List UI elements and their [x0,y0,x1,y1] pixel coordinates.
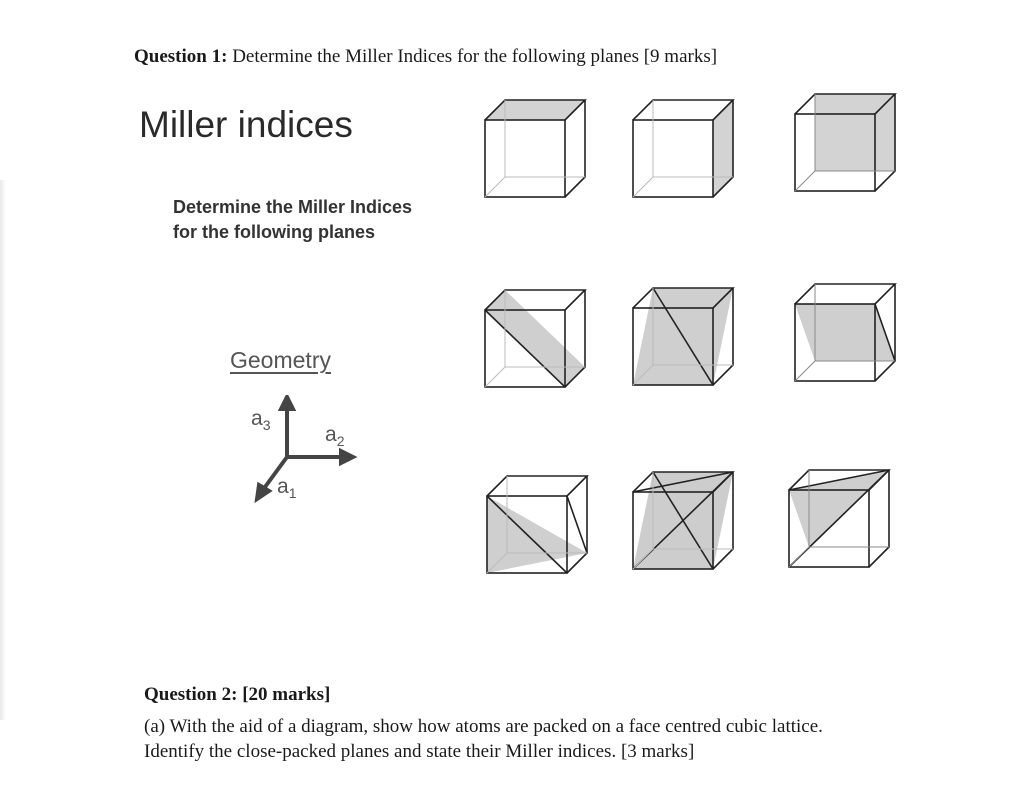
cube-6-plane [795,304,895,361]
cube-7 [482,468,592,580]
question-2-label: Question 2: [144,684,238,705]
part-a-line-2: Identify the close-packed planes and state their Miller indices. [3 marks] [144,741,695,762]
question-2-part-a [144,714,904,764]
cube-2-plane [713,100,733,197]
a2-arrowhead [341,451,353,463]
cube-5 [628,280,738,392]
cube-3 [790,86,900,196]
cube-8 [628,464,738,576]
axes-diagram [245,395,365,505]
geometry-heading: Geometry [230,347,331,373]
question-2-heading [144,684,330,706]
a3-label: $a_3$ [251,407,271,433]
cube-4 [480,282,590,394]
scan-edge-shadow [0,180,6,720]
slide-instruction [173,195,412,245]
question-1 [134,46,717,68]
slide-title: Miller indices [139,104,353,145]
instruction-line-2: for the following planes [173,222,375,242]
a2-label: $a_2$ [325,423,345,449]
cube-2 [628,92,738,202]
cube-9 [784,462,894,574]
cube-7-plane [487,496,587,573]
a1-label: $a_1$ [277,475,297,501]
question-1-label: Question 1: [134,46,228,67]
cube-6 [790,276,900,388]
part-a-line-1: (a) With the aid of a diagram, show how atoms are packed on a face centred cubic lattice. [144,716,823,737]
instruction-line-1: Determine the Miller Indices [173,197,413,217]
cube-1-plane [485,100,585,120]
a3-arrowhead [281,397,293,409]
cube-9-plane [789,470,889,547]
question-2-marks: [20 marks] [242,684,331,705]
question-1-text: Determine the Miller Indices for the following planes [9 marks] [232,46,718,67]
cube-1 [480,92,590,202]
